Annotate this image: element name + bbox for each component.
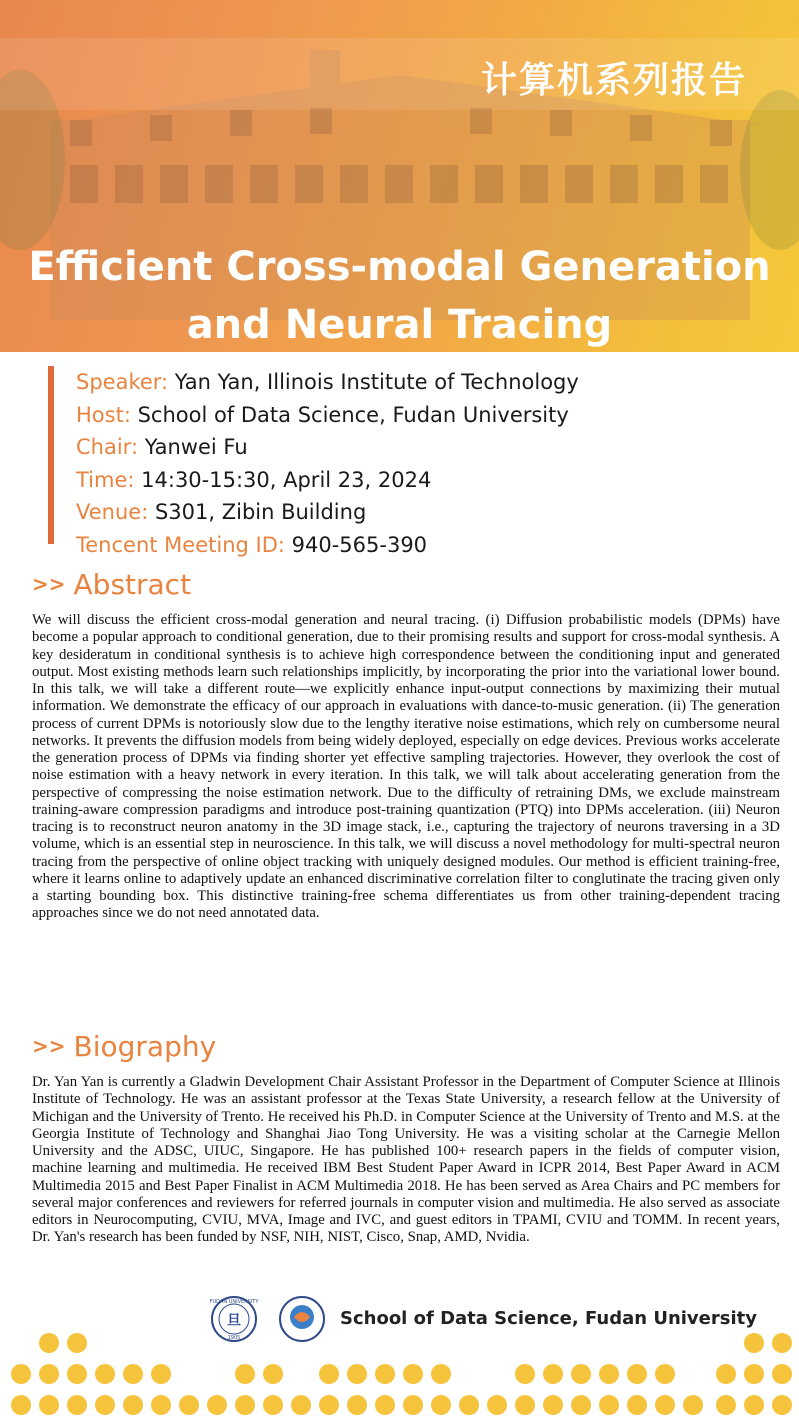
- decorative-dot: [772, 1364, 792, 1384]
- footer-org: School of Data Science, Fudan University: [340, 1308, 757, 1329]
- decorative-dot: [95, 1364, 115, 1384]
- info-speaker: [76, 366, 579, 399]
- info-host: [76, 399, 579, 432]
- decorative-dot: [235, 1395, 255, 1415]
- decorative-dot: [515, 1364, 535, 1384]
- decorative-dot: [403, 1395, 423, 1415]
- decorative-dot: [431, 1364, 451, 1384]
- section-arrow-icon: >>: [32, 572, 66, 596]
- decorative-dot: [39, 1395, 59, 1415]
- decorative-dot: [543, 1364, 563, 1384]
- decorative-dot: [263, 1364, 283, 1384]
- decorative-dot: [319, 1395, 339, 1415]
- decorative-dot: [347, 1364, 367, 1384]
- biography-text: Dr. Yan Yan is currently a Gladwin Development Chair Assistant Professor in the Department of Computer Science at Illinois Institute of Technology. He was an assistant professor at the Texas State University, a research fellow at the University of Michigan and the University of Trento. He received his Ph.D. in Computer Science at the University of Trento and M.S. at the Georgia Institute of Technology and Shanghai Jiao Tong University. He was a visiting scholar at the Carnegie Mellon University and the ADSC, UIUC, Singapore. He has published 100+ research papers in the fields of computer vision, machine learning and multimedia. He received IBM Best Student Paper Award in ICPR 2014, Best Paper Award in ACM Multimedia 2015 and Best Paper Finalist in ACM Multimedia 2018. He has been served as Area Chairs and PC members for several major conferences and reviewers for referred journals in computer vision and multimedia. He also served as associate editors in Neurocomputing, CVIU, MVA, Image and IVC, and guest editors in TPAMI, CVIU and TOMM. In recent years, Dr. Yan's research has been funded by NSF, NIH, NIST, Cisco, Snap, AMD, Nvidia.: [32, 1074, 780, 1246]
- decorative-dot: [319, 1364, 339, 1384]
- decorative-dot: [744, 1364, 764, 1384]
- info-value: Yanwei Fu: [138, 435, 248, 459]
- decorative-dot: [291, 1395, 311, 1415]
- decorative-dots-icon: [0, 1332, 799, 1422]
- abstract-heading: [32, 568, 191, 601]
- info-value: Yan Yan, Illinois Institute of Technology: [168, 370, 579, 394]
- info-value: 940-565-390: [284, 532, 428, 557]
- decorative-dot: [683, 1395, 703, 1415]
- decorative-dot: [67, 1395, 87, 1415]
- decorative-dot: [772, 1395, 792, 1415]
- info-label: Venue:: [76, 500, 149, 524]
- section-arrow-icon: >>: [32, 1034, 66, 1058]
- decorative-dot: [571, 1395, 591, 1415]
- decorative-dot: [375, 1364, 395, 1384]
- info-venue: [76, 496, 579, 529]
- decorative-dot: [67, 1333, 87, 1353]
- decorative-dot: [95, 1395, 115, 1415]
- decorative-dot: [655, 1364, 675, 1384]
- decorative-dot: [151, 1395, 171, 1415]
- abstract-heading-text: Abstract: [73, 568, 192, 601]
- decorative-dot: [263, 1395, 283, 1415]
- decorative-dot: [39, 1364, 59, 1384]
- decorative-dot: [431, 1395, 451, 1415]
- info-value: S301, Zibin Building: [148, 500, 367, 524]
- info-label: Time:: [76, 467, 135, 492]
- university-logo-year: 1905: [227, 1335, 241, 1341]
- info-value: 14:30-15:30, April 23, 2024: [134, 467, 432, 492]
- info-value: School of Data Science, Fudan University: [130, 402, 569, 427]
- decorative-dot: [207, 1395, 227, 1415]
- decorative-dot: [571, 1364, 591, 1384]
- talk-title-line-2: and Neural Tracing: [186, 302, 613, 348]
- talk-info: [48, 366, 579, 557]
- abstract-text: We will discuss the efficient cross-modal generation and neural tracing. (i) Diffusion probabilistic models (DPMs) have become a popular approach to conditional generation, due to their promising results and support for cross-modal synthesis. A key desideratum in conditional synthesis is to achieve high correspondence between the conditioning input and generated output. Most existing methods learn such relationships implicitly, by incorporating the prior into the variational lower bound. In this talk, we will take a different route—we explicitly enhance input-output connections by maximizing their mutual information. We demonstrate the efficacy of our approach in evaluations with dance-to-music generation. (ii) The generation process of current DPMs is notoriously slow due to the lengthy iterative noise estimations, which rely on cumbersome neural networks. It prevents the diffusion models from being widely deployed, especially on edge devices. Previous works accelerate the generation process of DPMs via finding shorter yet effective sampling trajectories. However, they overlook the cost of noise estimation with a heavy network in every iteration. In this talk, we will talk about accelerating generation from the perspective of compressing the noise estimation network. Due to the difficulty of retraining DMs, we exclude mainstream training-aware compression paradigms and introduce post-training quantization (PTQ) into DPMs acceleration. (iii) Neuron tracing is to reconstruct neuron anatomy in the 3D image stack, i.e., capturing the trajectory of neurons traversing in a 3D volume, which is an essential step in neuroscience. In this talk, we will discuss a novel methodology for multi-spectral neuron tracing from the perspective of online object tracking with uniquely designed modules. Our method is efficient training-free, where it learns online to adaptively update an enhanced discriminative correlation filter to conglutinate the tracing given only a starting bounding box. This distinctive training-free schema differentiates us from other training-dependent tracing approaches since we do not need annotated data.: [32, 612, 780, 922]
- decorative-dot: [179, 1395, 199, 1415]
- biography-heading-text: Biography: [73, 1030, 217, 1063]
- decorative-dot: [375, 1395, 395, 1415]
- info-label: Host:: [76, 402, 131, 427]
- decorative-dot: [599, 1395, 619, 1415]
- decorative-dot: [744, 1333, 764, 1353]
- decorative-dot: [655, 1395, 675, 1415]
- info-chair: [76, 431, 579, 464]
- talk-title: [0, 238, 799, 352]
- decorative-dot: [515, 1395, 535, 1415]
- decorative-dot: [627, 1395, 647, 1415]
- decorative-dot: [543, 1395, 563, 1415]
- info-meeting-id: [76, 529, 579, 562]
- decorative-dot: [744, 1395, 764, 1415]
- university-logo-text: FUDAN UNIVERSITY: [210, 1299, 259, 1305]
- hero-banner: [0, 0, 799, 352]
- decorative-dot: [772, 1333, 792, 1353]
- info-label: Chair:: [76, 435, 139, 459]
- info-time: [76, 464, 579, 497]
- decorative-dot: [347, 1395, 367, 1415]
- decorative-dot: [599, 1364, 619, 1384]
- decorative-dot: [11, 1395, 31, 1415]
- decorative-dot: [403, 1364, 423, 1384]
- decorative-dot: [123, 1395, 143, 1415]
- decorative-dot: [123, 1364, 143, 1384]
- info-label: Tencent Meeting ID:: [76, 532, 285, 557]
- biography-heading: [32, 1030, 216, 1063]
- decorative-dot: [716, 1395, 736, 1415]
- decorative-dot: [39, 1333, 59, 1353]
- university-logo-glyph: 旦: [227, 1313, 241, 1329]
- decorative-dot: [716, 1364, 736, 1384]
- info-label: Speaker:: [76, 370, 169, 394]
- decorative-dot: [67, 1364, 87, 1384]
- series-title: 计算机系列报告: [480, 60, 747, 101]
- decorative-dot: [459, 1395, 479, 1415]
- decorative-dot: [11, 1364, 31, 1384]
- decorative-dot: [487, 1395, 507, 1415]
- decorative-dot: [627, 1364, 647, 1384]
- decorative-dot: [151, 1364, 171, 1384]
- talk-title-line-1: Efficient Cross-modal Generation: [28, 244, 771, 290]
- decorative-dot: [235, 1364, 255, 1384]
